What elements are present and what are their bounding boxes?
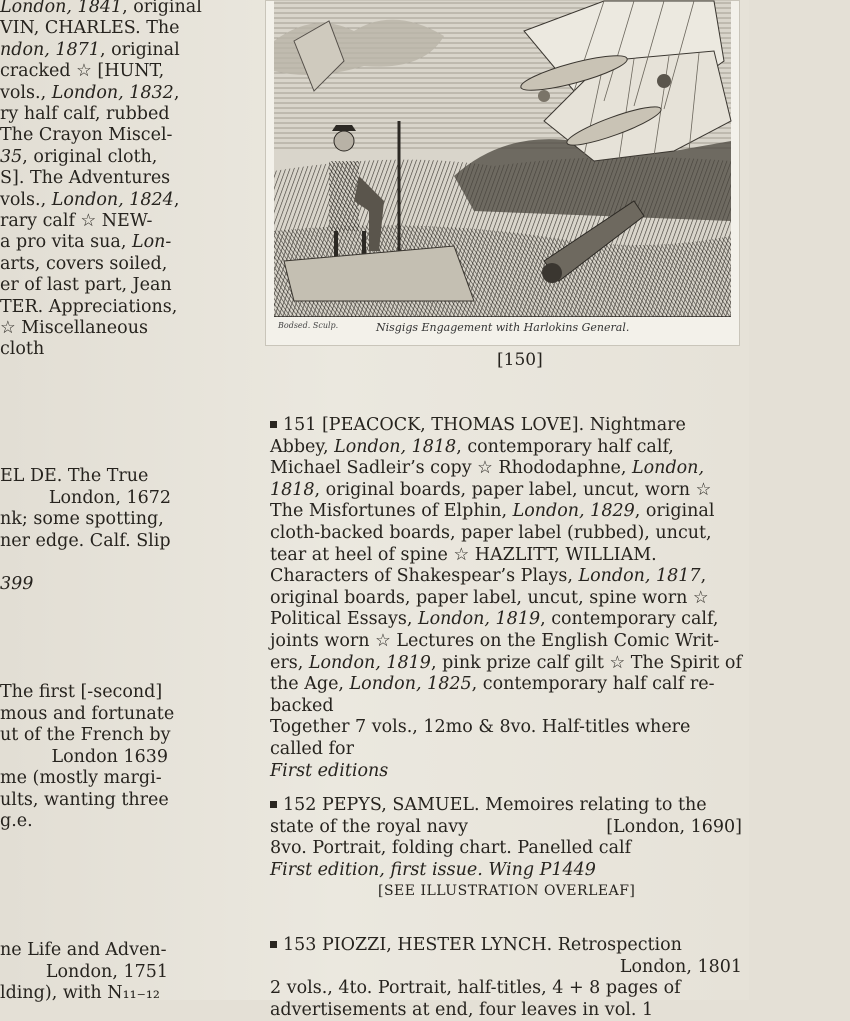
entry-151-line xyxy=(270,631,742,652)
text-run: vols., xyxy=(0,189,52,210)
left-column-line: mous and fortunate xyxy=(0,703,175,724)
left-column-line: London, 1751 xyxy=(45,961,168,982)
engraving-illustration xyxy=(274,1,731,341)
text-run: state of the royal navy xyxy=(270,816,469,837)
text-run: London, 1819 xyxy=(417,609,541,630)
text-run: First editions xyxy=(270,760,389,781)
text-run: the Age, xyxy=(270,674,350,695)
left-column-line xyxy=(0,147,172,168)
left-column-line: ults, wanting three xyxy=(0,789,169,810)
left-column-line xyxy=(0,168,172,189)
left-column-line xyxy=(0,18,180,39)
left-column-line xyxy=(0,82,180,104)
entry-151-line xyxy=(270,458,742,479)
left-column-line: me (mostly margi- xyxy=(0,768,162,788)
text-run: VIN, CHARLES. The xyxy=(0,18,180,39)
left-column-line: ne Life and Adven- xyxy=(0,940,167,960)
text-run: 153 PIOZZI, HESTER LYNCH. Retrospection xyxy=(283,935,682,955)
left-column-line: g.e. xyxy=(0,811,33,831)
left-column-line xyxy=(0,339,172,360)
text-run: London, 1819 xyxy=(308,652,431,673)
bullet-marker xyxy=(270,941,277,948)
text-run: First edition, first issue. Wing P1449 xyxy=(270,859,596,880)
text-run: 8vo. Portrait, folding chart. Panelled calf xyxy=(270,838,632,859)
text-run: ers, xyxy=(270,652,309,673)
left-column-line: London 1639 xyxy=(51,746,168,767)
text-run: 2 vols., 4to. Portrait, half-titles, 4 + 8 pages of xyxy=(270,978,681,999)
left-column-line: ner edge. Calf. Slip xyxy=(0,530,171,551)
entry-153-line xyxy=(270,978,742,999)
text-run: London, xyxy=(632,458,705,479)
plate-label: [150] xyxy=(497,350,543,370)
left-column-line: lding), with N₁₁₋₁₂ xyxy=(0,983,160,1003)
text-run: , contemporary half calf re- xyxy=(471,674,715,695)
entry-151-line xyxy=(270,653,742,674)
entry-151-line xyxy=(270,717,742,738)
text-run: tear at heel of spine ☆ HAZLITT, WILLIAM. xyxy=(270,544,657,565)
left-column-line xyxy=(0,232,172,253)
entry-152-line xyxy=(270,795,742,816)
left-column-line xyxy=(0,296,178,318)
text-run: Political Essays, xyxy=(270,609,418,630)
engraving-plate xyxy=(265,0,740,346)
entry-151-line xyxy=(270,674,742,695)
entry-151-line xyxy=(270,696,742,717)
left-column-line xyxy=(0,125,172,146)
text-run: cloth-backed boards, paper label (rubbed), uncut, xyxy=(270,523,712,543)
entry-151-line xyxy=(270,609,742,630)
text-run: ☆ Miscellaneous xyxy=(0,318,148,338)
text-run: London, 1841 xyxy=(0,0,123,17)
text-run: arts, covers soiled, xyxy=(0,253,168,274)
left-column-line: nk; some spotting, xyxy=(0,509,164,529)
text-run: advertisements at end, four leaves in vol. 1 xyxy=(270,999,654,1020)
text-run: London, 1818 xyxy=(334,436,457,457)
text-run: The Crayon Miscel- xyxy=(0,125,173,146)
entry-151-line xyxy=(270,739,742,760)
entry-153-line xyxy=(270,935,742,956)
text-run: cracked ☆ [HUNT, xyxy=(0,61,165,82)
entry-151-line xyxy=(270,501,742,522)
text-run: cloth xyxy=(0,339,45,360)
text-run: er of last part, Jean xyxy=(0,275,172,296)
entry-151-line xyxy=(270,566,742,587)
text-run: , original boards, paper label, uncut, worn ☆ xyxy=(314,479,712,500)
bullet-marker xyxy=(270,421,277,428)
left-column-line xyxy=(0,211,172,232)
plate-inscription: Nisgigs Engagement with Harlokins General. xyxy=(376,321,630,334)
text-run: , contemporary half calf, xyxy=(456,436,674,457)
bullet-marker xyxy=(270,801,277,808)
text-run: , contemporary calf, xyxy=(540,609,719,630)
text-run: Lon- xyxy=(132,232,172,253)
left-column-line xyxy=(0,318,172,339)
left-column-line: ut of the French by xyxy=(0,725,171,745)
text-run: TER. Appreciations, xyxy=(0,296,178,317)
entry-imprint: [London, 1690] xyxy=(606,816,742,837)
left-column-line xyxy=(0,189,180,211)
left-column-line: 399 xyxy=(0,573,34,594)
text-run: original boards, paper label, uncut, spine worn ☆ xyxy=(270,587,709,608)
text-run: ndon, 1871 xyxy=(0,39,100,60)
left-column-line xyxy=(0,0,202,18)
text-run: London, 1829 xyxy=(512,501,635,522)
text-run: London, 1832 xyxy=(51,82,174,103)
text-run: a pro vita sua, xyxy=(0,232,132,253)
entry-151-line xyxy=(270,588,742,609)
entry-152-line xyxy=(378,881,850,902)
text-run: Characters of Shakespear’s Plays, xyxy=(270,566,579,587)
left-column-line: London, 1672 xyxy=(48,487,171,508)
text-run: , xyxy=(173,82,180,103)
left-column-line: EL DE. The True xyxy=(0,466,149,486)
engraver-credit: Bodsed. Sculp. xyxy=(278,321,339,330)
left-column-line xyxy=(0,39,180,61)
left-column-line: The first [-second] xyxy=(0,682,163,702)
left-column-line xyxy=(0,275,172,296)
text-run: rary calf ☆ NEW- xyxy=(0,211,153,231)
left-column-line xyxy=(0,254,172,275)
text-run: [SEE ILLUSTRATION OVERLEAF] xyxy=(378,883,636,900)
text-run: 152 PEPYS, SAMUEL. Memoires relating to the xyxy=(283,795,707,815)
entry-151-line xyxy=(270,761,742,782)
text-run: , original xyxy=(99,39,180,60)
text-run: London, 1817 xyxy=(578,566,701,587)
entry-151-line xyxy=(270,415,742,436)
text-run: ry half calf, rubbed xyxy=(0,104,170,124)
entry-imprint: London, 1801 xyxy=(619,956,742,977)
text-run: Michael Sadleir’s copy ☆ Rhododaphne, xyxy=(270,458,633,479)
text-run: Abbey, xyxy=(270,436,335,457)
text-run: , xyxy=(173,189,180,210)
entry-152-line xyxy=(270,817,742,838)
entry-151-line xyxy=(270,437,742,458)
text-run: vols., xyxy=(0,82,52,103)
text-run: called for xyxy=(270,739,354,759)
entry-152-line xyxy=(270,838,742,859)
text-run: Together 7 vols., 12mo & 8vo. Half-titles where xyxy=(270,717,691,738)
text-run: The Misfortunes of Elphin, xyxy=(270,501,513,522)
entry-152-line xyxy=(270,860,742,881)
entry-153-line xyxy=(270,1000,742,1021)
text-run: backed xyxy=(270,695,334,716)
left-column-line xyxy=(0,104,172,125)
text-run: , original xyxy=(634,501,715,522)
entry-151-line xyxy=(270,523,742,544)
text-run: joints worn ☆ Lectures on the English Comic Writ- xyxy=(270,631,720,651)
entry-151-line xyxy=(270,545,742,566)
text-run: S]. The Adventures xyxy=(0,168,171,189)
text-run: London, 1825 xyxy=(349,674,472,695)
text-run: , original cloth, xyxy=(22,146,158,167)
text-run: 35 xyxy=(0,146,23,167)
text-run: 1818 xyxy=(270,479,315,500)
text-run: 151 [PEACOCK, THOMAS LOVE]. Nightmare xyxy=(283,415,686,435)
text-run: London, 1824 xyxy=(51,189,174,210)
entry-151-line xyxy=(270,480,742,501)
text-run: , pink prize calf gilt ☆ The Spirit of xyxy=(430,652,742,673)
text-run: , xyxy=(700,566,707,587)
text-run: , original xyxy=(122,0,202,17)
left-column-line xyxy=(0,61,172,82)
